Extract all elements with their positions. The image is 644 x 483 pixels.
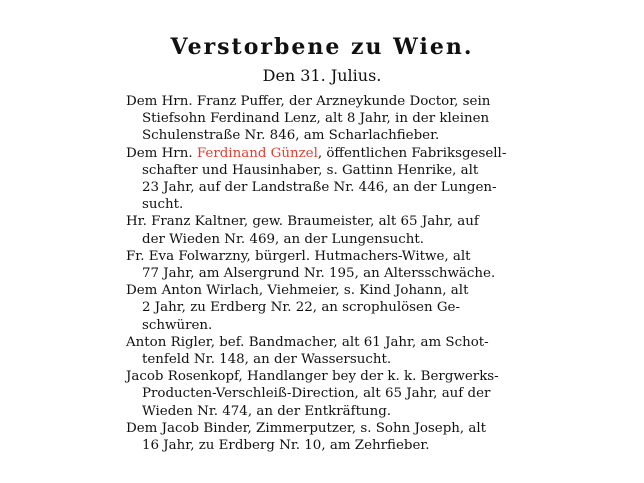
entry-line: Dem Jacob Binder, Zimmerputzer, s. Sohn Joseph, alt [126,420,487,436]
entry-line: 23 Jahr, auf der Landstraße Nr. 446, an der Lungen- [142,180,497,196]
obituary-entry [126,282,530,334]
entry-line: Jacob Rosenkopf, Handlanger bey der k. k. Bergwerks- [126,369,499,385]
entry-line: 77 Jahr, am Alsergrund Nr. 195, an Altersschwäche. [142,266,496,282]
entry-line: Producten-Verschleiß-Direction, alt 65 Jahr, auf der [142,386,491,402]
entry-line: 2 Jahr, zu Erdberg Nr. 22, an scrophulösen Ge- [142,300,460,316]
entry-line: schwüren. [142,317,213,333]
obituary-entry [126,145,530,214]
entry-line [126,145,530,162]
date-heading: Den 31. Julius. [262,66,382,85]
entry-line: Anton Rigler, bef. Bandmacher, alt 61 Jahr, am Schot- [126,334,489,350]
obituary-entry [126,368,530,420]
entry-line: 16 Jahr, zu Erdberg Nr. 10, am Zehrfieber. [142,438,430,454]
entry-line: Hr. Franz Kaltner, gew. Braumeister, alt 65 Jahr, auf [126,214,479,230]
entry-line: Dem Anton Wirlach, Viehmeier, s. Kind Johann, alt [126,283,469,299]
entry-suffix: , öffentlichen Fabriksgesell- [317,145,507,161]
obituary-list [126,93,530,454]
entry-line: sucht. [142,197,184,213]
entry-line: Schulenstraße Nr. 846, am Scharlachfieber. [142,128,440,144]
obituary-entry [126,334,530,368]
entry-line: schafter und Hausinhaber, s. Gattinn Henrike, alt [142,162,479,178]
highlighted-name: Ferdinand Günzel [196,145,318,161]
entry-line: Wieden Nr. 474, an der Entkräftung. [142,403,392,419]
obituary-entry [126,420,530,454]
entry-prefix: Dem Hrn. [126,145,197,161]
entry-line: tenfeld Nr. 148, an der Wassersucht. [142,352,392,368]
obituary-entry [126,213,530,247]
entry-line: der Wieden Nr. 469, an der Lungensucht. [142,231,425,247]
entry-line: Fr. Eva Folwarzny, bürgerl. Hutmachers-Witwe, alt [126,248,471,264]
entry-line: Dem Hrn. Franz Puffer, der Arzneykunde Doctor, sein [126,94,491,109]
section-title: Verstorbene zu Wien. [170,34,474,60]
obituary-entry [126,248,530,282]
obituary-entry [126,93,530,145]
entry-line: Stiefsohn Ferdinand Lenz, alt 8 Jahr, in der kleinen [142,111,490,127]
